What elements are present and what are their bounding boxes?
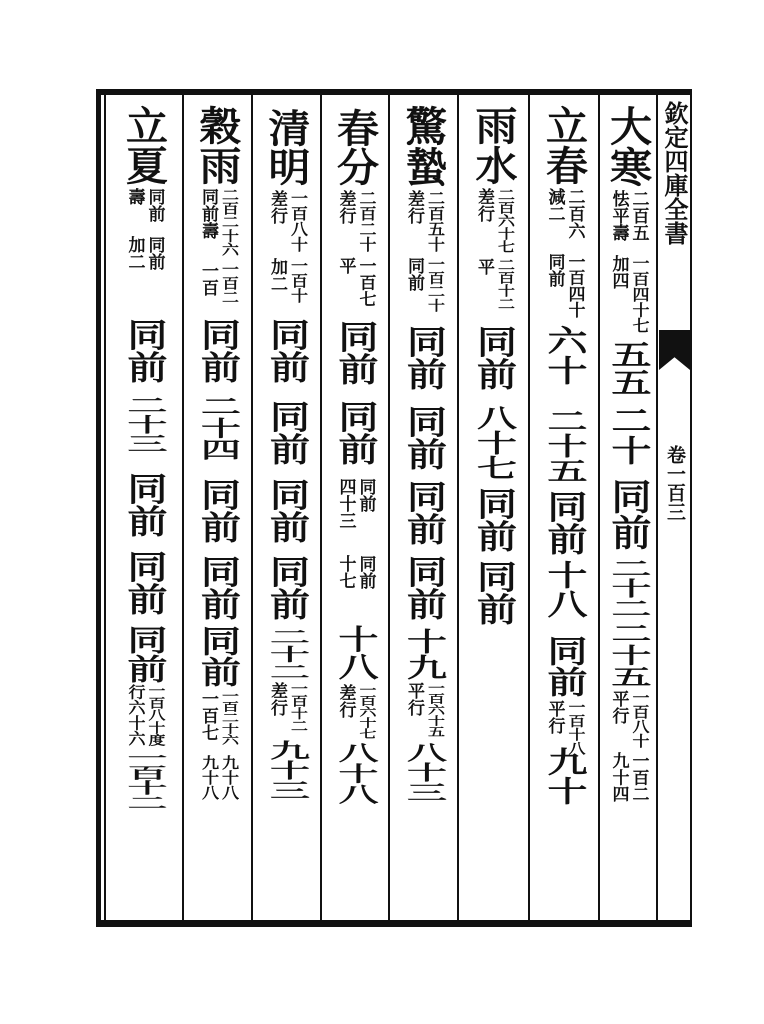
annotation-left: 壽 xyxy=(124,188,145,205)
annotation-left: 怯平壽 xyxy=(608,190,629,241)
value-text: 同前 xyxy=(400,325,448,391)
value-text: 十八 xyxy=(332,625,379,681)
annotation-right: 一百六十五 xyxy=(424,682,444,737)
value-cell xyxy=(459,325,528,390)
value-cell xyxy=(600,558,656,618)
annotation-left: 減二 xyxy=(544,188,565,222)
value-cell xyxy=(459,487,528,552)
annotation-right: 一百二十六 xyxy=(218,690,238,745)
book-title: 欽定四庫全書 xyxy=(660,101,689,245)
value-cell xyxy=(530,408,598,483)
value-text: 同前 xyxy=(263,318,311,384)
margin-edge-rule xyxy=(690,89,692,927)
annotation-right: 一百六十七 xyxy=(355,684,376,739)
value-cell xyxy=(184,625,251,687)
annotation-right: 一百八十 xyxy=(628,690,649,749)
annotation-right: 二百二十 xyxy=(355,190,376,253)
annotation-right: 一百四十 xyxy=(564,253,585,319)
value-cell xyxy=(322,625,388,680)
solar-term-heading xyxy=(459,105,528,185)
annotation-right: 一百十 xyxy=(287,258,307,303)
annotation-cell xyxy=(106,684,182,746)
column-dahan xyxy=(600,0,656,920)
value-text: 同前 xyxy=(263,555,311,621)
annotation-cell xyxy=(184,262,251,304)
annotation-cell xyxy=(390,257,457,312)
annotation-right: 二百五十 xyxy=(424,190,444,253)
value-cell xyxy=(106,550,182,615)
annotation-left: 加二 xyxy=(124,236,145,270)
annotation-left: 平 xyxy=(474,258,494,275)
annotation-cell xyxy=(459,188,528,253)
value-cell xyxy=(390,405,457,470)
annotation-right: 一百八十 xyxy=(287,190,307,253)
annotation-right: 一百二 xyxy=(628,752,649,802)
solar-term-text: 立春 xyxy=(540,105,589,185)
value-cell xyxy=(530,490,598,555)
solar-term-heading xyxy=(600,105,656,187)
value-cell xyxy=(322,742,388,804)
solar-term-text: 穀雨 xyxy=(193,105,243,185)
value-cell xyxy=(184,318,251,383)
annotation-right: 一百二十 xyxy=(424,257,444,313)
annotation-left: 差行 xyxy=(404,190,424,224)
annotation-left: 差行 xyxy=(267,190,287,224)
annotation-left: 平 xyxy=(335,257,356,274)
column-yushui xyxy=(459,0,528,920)
annotation-cell xyxy=(600,190,656,252)
value-cell xyxy=(253,318,320,383)
value-text: 同前 xyxy=(121,472,168,538)
annotation-cell xyxy=(600,255,656,333)
annotation-cell xyxy=(322,190,388,252)
value-text: 同前 xyxy=(470,325,518,391)
value-text: 同前 xyxy=(541,635,588,697)
value-text: 九十 xyxy=(541,747,588,805)
value-text: 同前 xyxy=(400,555,448,621)
annotation-right: 二百六十七 xyxy=(494,188,514,254)
value-cell xyxy=(106,318,182,383)
annotation-cell xyxy=(106,236,182,278)
value-cell xyxy=(530,325,598,385)
annotation-left: 平行 xyxy=(404,682,424,716)
value-cell xyxy=(184,395,251,460)
value-cell xyxy=(322,400,388,465)
value-cell xyxy=(106,395,182,453)
value-text: 同前 xyxy=(263,400,311,466)
value-text: 同前 xyxy=(194,625,242,687)
solar-term-text: 大寒 xyxy=(604,105,653,187)
value-text: 同前 xyxy=(332,400,379,466)
annotation-right: 一百八十度 xyxy=(144,684,165,746)
value-text: 二十五 xyxy=(605,622,652,688)
annotation-left: 同前 xyxy=(544,253,565,287)
annotation-cell xyxy=(322,684,388,739)
annotation-left: 四十三 xyxy=(335,478,356,529)
annotation-cell xyxy=(322,555,388,603)
annotation-cell xyxy=(322,257,388,307)
annotation-cell xyxy=(390,190,457,252)
annotation-right: 二百二十六 xyxy=(218,188,238,256)
solar-term-text: 立夏 xyxy=(120,105,169,185)
annotation-left: 平行 xyxy=(608,690,629,724)
value-text: 六十 xyxy=(541,325,588,385)
value-cell xyxy=(253,555,320,620)
value-cell xyxy=(530,747,598,805)
column-lichun xyxy=(530,0,598,920)
value-text: 同前 xyxy=(541,490,588,556)
annotation-left: 一百七 xyxy=(198,690,218,741)
annotation-left: 行六十六 xyxy=(124,684,145,747)
annotation-left: 十七 xyxy=(335,555,356,589)
value-cell xyxy=(390,325,457,390)
solar-term-heading xyxy=(322,108,388,186)
annotation-cell xyxy=(184,690,251,745)
annotation-right: 二百六 xyxy=(564,188,585,239)
value-cell xyxy=(184,478,251,543)
annotation-cell xyxy=(253,682,320,732)
value-cell xyxy=(390,628,457,680)
value-text: 同前 xyxy=(263,478,311,544)
value-text: 同前 xyxy=(121,318,168,384)
solar-term-heading xyxy=(106,105,182,185)
value-text: 二十 xyxy=(605,405,652,465)
annotation-right: 一百二 xyxy=(218,262,238,305)
solar-term-heading xyxy=(184,105,251,185)
frame-left-rule xyxy=(96,89,101,927)
annotation-right: 二百十二 xyxy=(494,258,514,311)
annotation-cell xyxy=(184,755,251,800)
annotation-left: 差行 xyxy=(335,190,356,224)
value-cell xyxy=(390,555,457,620)
column-qingming xyxy=(253,0,320,920)
solar-term-text: 春分 xyxy=(331,108,380,187)
annotation-cell xyxy=(253,258,320,303)
value-text: 八十七 xyxy=(470,405,518,480)
annotation-right: 同前 xyxy=(355,478,376,512)
annotation-left: 九十四 xyxy=(608,752,629,802)
annotation-left: 一百 xyxy=(198,262,218,296)
value-cell xyxy=(600,478,656,550)
value-text: 同前 xyxy=(194,478,242,544)
value-text: 同前 xyxy=(121,550,168,616)
value-text: 同前 xyxy=(400,405,448,471)
value-text: 九十三 xyxy=(263,740,311,800)
fishtail-mark-icon xyxy=(659,330,690,370)
solar-term-heading xyxy=(530,105,598,185)
value-cell xyxy=(390,480,457,545)
annotation-cell xyxy=(530,188,598,250)
value-cell xyxy=(253,400,320,465)
value-text: 八十八 xyxy=(332,742,379,805)
annotation-right: 一百七 xyxy=(355,257,376,307)
annotation-cell xyxy=(459,258,528,310)
annotation-left: 差行 xyxy=(335,684,356,718)
annotation-cell xyxy=(530,253,598,318)
value-text: 二十二 xyxy=(263,628,311,680)
page-margin-column xyxy=(658,95,690,920)
value-cell xyxy=(322,320,388,385)
value-text: 十九 xyxy=(400,628,448,680)
annotation-right: 一百十八 xyxy=(564,700,585,756)
annotation-right: 二百五 xyxy=(628,190,649,241)
value-cell xyxy=(530,560,598,618)
value-cell xyxy=(253,478,320,543)
value-text: 二十四 xyxy=(194,395,242,461)
solar-term-heading xyxy=(253,108,320,186)
value-cell xyxy=(600,405,656,465)
value-text: 一百十二 xyxy=(121,750,168,810)
value-text: 同前 xyxy=(470,560,518,626)
value-cell xyxy=(530,635,598,697)
annotation-right: 同前 xyxy=(355,555,376,589)
annotation-right: 同前 xyxy=(144,236,165,270)
annotation-cell xyxy=(322,478,388,536)
annotation-left: 平行 xyxy=(544,700,565,734)
annotation-right: 一百四十七 xyxy=(628,255,649,334)
annotation-right: 同前 xyxy=(144,188,165,222)
annotation-left: 同前壽 xyxy=(198,188,218,239)
value-text: 五五 xyxy=(605,340,652,396)
value-cell xyxy=(253,628,320,680)
value-text: 同前 xyxy=(194,318,242,384)
solar-term-text: 驚蟄 xyxy=(399,105,449,187)
solar-term-heading xyxy=(390,105,457,187)
annotation-right: 一百十二 xyxy=(287,682,307,732)
annotation-left: 九十八 xyxy=(198,755,218,800)
annotation-cell xyxy=(106,188,182,228)
value-cell xyxy=(390,742,457,802)
value-text: 同前 xyxy=(332,320,379,386)
value-cell xyxy=(459,405,528,480)
value-text: 二十三 xyxy=(121,395,168,453)
annotation-left: 差行 xyxy=(474,188,494,222)
value-text: 二十二 xyxy=(605,558,652,618)
column-lixia xyxy=(106,0,182,920)
annotation-cell xyxy=(600,752,656,802)
value-cell xyxy=(106,625,182,683)
annotation-cell xyxy=(184,188,251,256)
solar-term-text: 雨水 xyxy=(469,105,519,185)
annotation-cell xyxy=(253,190,320,252)
annotation-cell xyxy=(390,682,457,737)
chapter-label: 卷一百三 xyxy=(664,445,686,521)
column-jingzhe xyxy=(390,0,457,920)
value-text: 同前 xyxy=(400,480,448,546)
value-text: 二十五 xyxy=(541,408,588,483)
annotation-left: 加二 xyxy=(267,258,287,292)
value-cell xyxy=(184,555,251,620)
value-text: 同前 xyxy=(121,625,168,683)
annotation-right: 九十八 xyxy=(218,755,238,800)
value-cell xyxy=(600,340,656,396)
value-text: 同前 xyxy=(194,555,242,621)
value-text: 十八 xyxy=(541,560,588,618)
value-cell xyxy=(106,750,182,810)
column-guyu xyxy=(184,0,251,920)
value-cell xyxy=(459,560,528,625)
column-chunfen xyxy=(322,0,388,920)
value-cell xyxy=(106,472,182,537)
value-text: 同前 xyxy=(470,487,518,553)
solar-term-text: 清明 xyxy=(262,108,312,187)
value-cell xyxy=(253,740,320,800)
value-text: 同前 xyxy=(605,478,652,550)
annotation-left: 同前 xyxy=(404,257,424,291)
frame-bottom-rule xyxy=(96,920,692,927)
value-text: 八十三 xyxy=(400,742,448,802)
value-cell xyxy=(600,622,656,687)
annotation-cell xyxy=(600,690,656,748)
annotation-left: 差行 xyxy=(267,682,287,716)
annotation-left: 加四 xyxy=(608,255,629,289)
